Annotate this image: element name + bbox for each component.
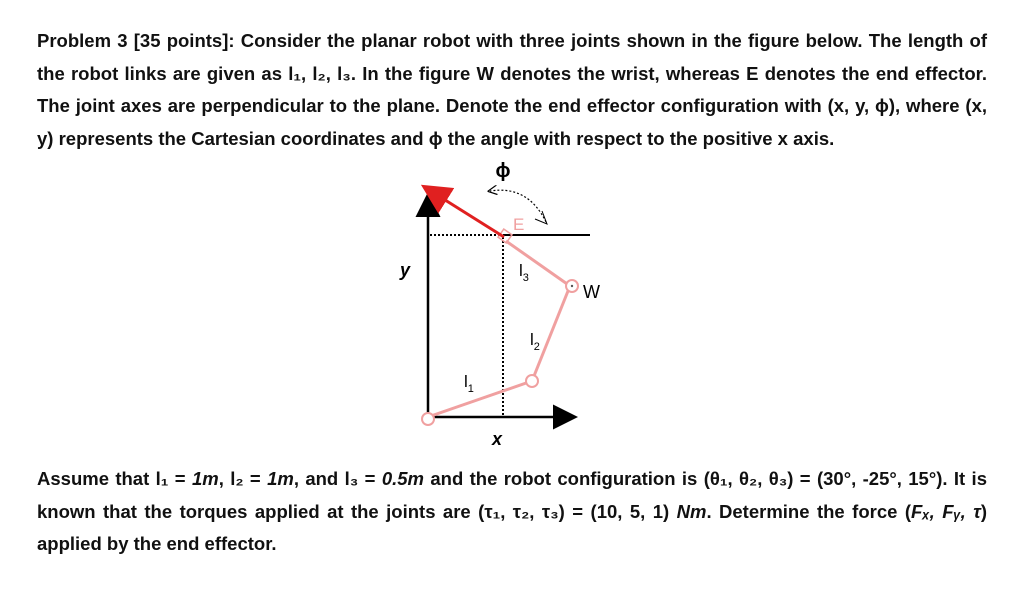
force-variables: Fₓ, Fᵧ, τ: [911, 500, 981, 522]
assumption-text-1: Assume that l₁ =: [37, 468, 192, 489]
link-2-label: $l_2$: [530, 330, 540, 353]
joint-1: [422, 413, 434, 425]
assumption-text-2: , l₂ =: [218, 468, 268, 489]
end-effector-label: E: [513, 215, 525, 234]
problem-intro: Consider the planar robot with three joints shown in the figure below. The length of the robot links are given as l₁, l₂, l₃. In the figure W denotes the wrist, whereas E denotes the end effector. The joint axes are perpendicular to the plane. Denote the end effector configuration with (x, y, ϕ), where (x, y) represents the Cartesian coordinates and ϕ the angle with respect to the positive x axis.: [37, 30, 988, 149]
problem-statement: [37, 25, 987, 155]
l1-value: 1m: [191, 468, 219, 489]
assumption-text-6: ) applied by the end effector.: [37, 500, 987, 554]
phi-label: ϕ: [495, 160, 511, 182]
robot-figure: [380, 155, 640, 455]
end-effector-direction-arrow: [426, 188, 504, 237]
phi-arc-start-arrow: [535, 211, 547, 224]
problem-header: Problem 3 [35 points]:: [37, 30, 235, 51]
link-1: [428, 381, 532, 417]
assumption-text-3: , and l₃ =: [293, 468, 382, 489]
joint-2: [526, 375, 538, 387]
assumption-text-5: . Determine the force (: [706, 500, 911, 522]
assumption-text-4: and the robot configuration is (θ₁, θ₂, θ₃) = (30°, -25°, 15°). It is known that the torques applied at the joints are (τ₁, τ₂, τ₃) = (10, 5, 1): [37, 468, 987, 522]
link-3: [506, 241, 570, 286]
torque-unit: Nm: [676, 500, 707, 522]
wrist-label: W: [583, 282, 600, 302]
l2-value: 1m: [267, 468, 294, 489]
l3-value: 0.5m: [381, 468, 424, 489]
wrist-joint-center: [571, 285, 573, 287]
assumption-statement: [37, 463, 987, 561]
link-1-label: $l_1$: [464, 372, 474, 395]
link-3-label: $l_3$: [519, 261, 529, 284]
y-axis-label: y: [400, 260, 411, 280]
link-2: [532, 286, 570, 381]
x-axis-label: x: [492, 429, 503, 449]
